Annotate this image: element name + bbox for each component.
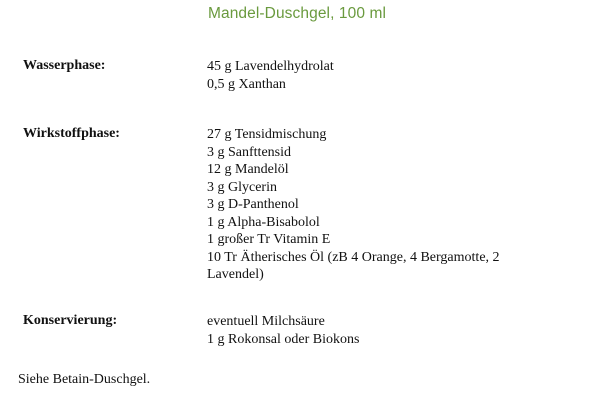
ingredient-line: 3 g Sanfttensid <box>207 144 291 160</box>
ingredient-line: 1 großer Tr Vitamin E <box>207 232 331 247</box>
ingredient-line: 1 g Rokonsal oder Biokons <box>207 331 360 347</box>
ingredient-line: 10 Tr Ätherisches Öl (zB 4 Orange, 4 Bergamotte, 2 <box>207 249 500 265</box>
section-label-wirkstoffphase: Wirkstoffphase: <box>23 126 120 141</box>
section-lines-konservierung <box>207 313 547 348</box>
ingredient-line: 27 g Tensidmischung <box>207 127 327 142</box>
ingredient-line: 3 g Glycerin <box>207 179 277 195</box>
ingredient-line: 45 g Lavendelhydrolat <box>207 59 334 74</box>
ingredient-line: eventuell Milchsäure <box>207 314 325 329</box>
ingredient-line: 1 g Alpha-Bisabolol <box>207 214 320 230</box>
ingredient-line: 0,5 g Xanthan <box>207 76 286 92</box>
section-label-konservierung: Konservierung: <box>23 313 118 328</box>
section-lines-wirkstoffphase <box>207 126 547 284</box>
ingredient-line: 3 g D-Panthenol <box>207 197 299 212</box>
section-label-wasserphase: Wasserphase: <box>23 58 106 73</box>
section-lines-wasserphase <box>207 58 547 93</box>
ingredient-line: Lavendel) <box>207 267 264 282</box>
recipe-title: Mandel-Duschgel, 100 ml <box>207 5 387 22</box>
ingredient-line: 12 g Mandelöl <box>207 162 289 177</box>
footer-note: Siehe Betain-Duschgel. <box>18 372 151 387</box>
